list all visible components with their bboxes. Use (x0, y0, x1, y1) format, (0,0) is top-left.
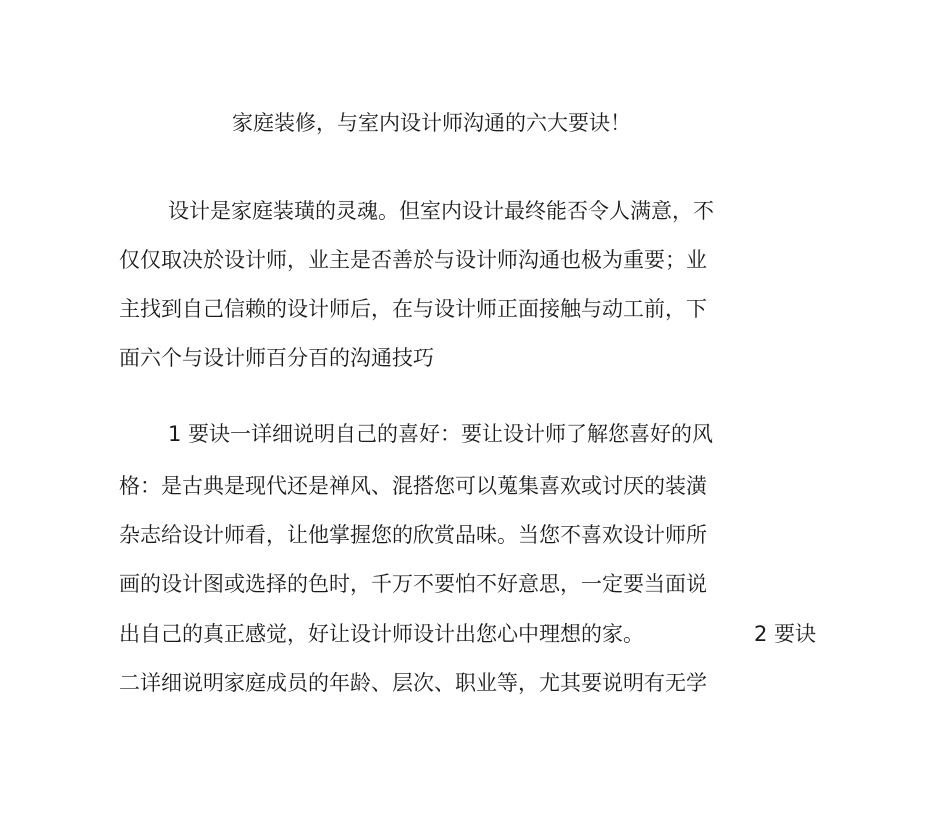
paragraph-2-line-6: 二详细说明家庭成员的年龄、层次、职业等，尤其要说明有无学 (119, 671, 707, 695)
paragraph-1-line-4: 面六个与设计师百分百的沟通技巧 (119, 346, 434, 370)
paragraph-2-line-1: 1 要诀一详细说明自己的喜好：要让设计师了解您喜好的风 (168, 422, 714, 446)
paragraph-1-line-1: 设计是家庭装璜的灵魂。但室内设计最终能否令人满意，不 (168, 199, 714, 223)
paragraph-2-line-3: 杂志给设计师看，让他掌握您的欣赏品味。当您不喜欢设计师所 (119, 523, 707, 547)
paragraph-2-line-5: 出自己的真正感觉，好让设计师设计出您心中理想的家。 (119, 622, 644, 646)
paragraph-2-line-4: 画的设计图或选择的色时，千万不要怕不好意思，一定要当面说 (119, 572, 707, 596)
document-title: 家庭装修，与室内设计师沟通的六大要诀！ (232, 111, 631, 135)
paragraph-2-line-2: 格：是古典是现代还是禅风、混搭您可以蒐集喜欢或讨厌的装潢 (119, 474, 707, 498)
paragraph-1-line-3: 主找到自己信赖的设计师后，在与设计师正面接触与动工前，下 (119, 297, 707, 321)
paragraph-1-line-2: 仅仅取决於设计师，业主是否善於与设计师沟通也极为重要；业 (119, 248, 707, 272)
paragraph-2-line-5-tail: 2 要诀 (754, 622, 817, 646)
